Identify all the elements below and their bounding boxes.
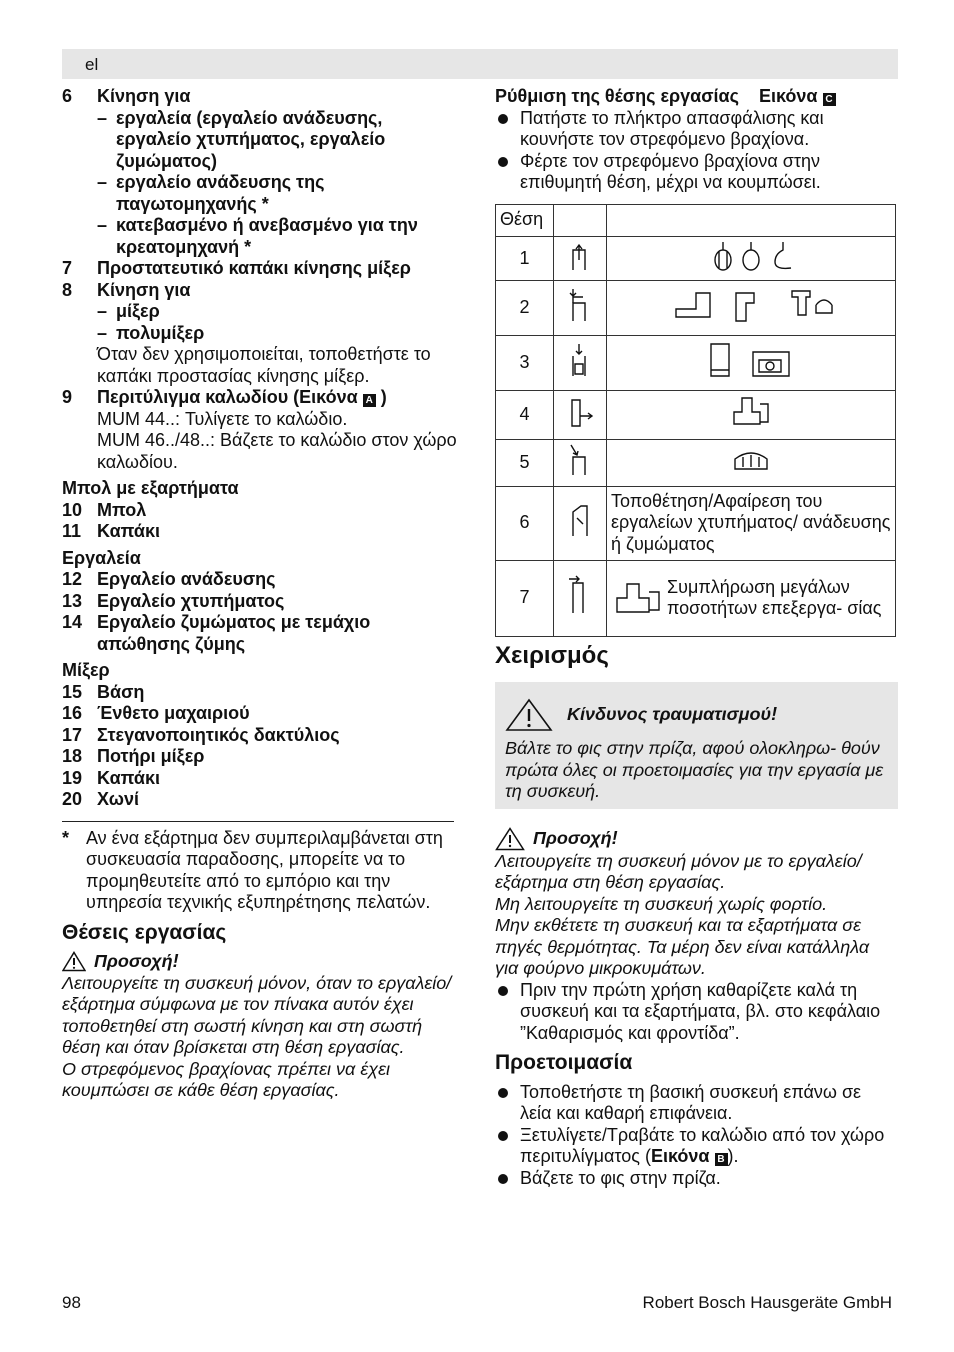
list-item: 14 Εργαλείο ζυμώματος με τεμάχιο απώθησης ζύμης xyxy=(62,612,371,654)
warning-triangle-icon xyxy=(62,951,86,972)
table-row: 5 xyxy=(496,439,896,486)
large-quantity-icon xyxy=(611,578,665,618)
footnote: * Αν ένα εξάρτημα δεν συμπεριλαμβάνεται στη συσκευασία παραδοσης, μπορείτε να το προμηθευτείτε από το εμπόριο και την υπηρεσία τεχνικής εξυπηρέτησης πελατών. xyxy=(62,827,443,912)
list-item: 11 Καπάκι xyxy=(62,521,161,541)
caution-text: Μη λειτουργείτε τη συσκευή χωρίς φορτίο. xyxy=(495,893,828,914)
bullet-item: Ξετυλίγετε/Τραβάτε το καλώδιο από τον χώρο περιτυλίγματος (Εικόνα B ). xyxy=(495,1125,897,1168)
arm-position-2-icon xyxy=(567,287,593,323)
item-title: Κίνηση για xyxy=(97,86,191,106)
bullet-item: Φέρτε τον στρεφόμενο βραχίονα στην επιθυμητή θέση, μέχρι να κουμπώσει. xyxy=(495,151,897,194)
divider xyxy=(62,821,454,822)
table-header: Θέση xyxy=(496,204,554,236)
mixer-attachment-icon xyxy=(726,394,776,430)
group-heading-mixer: Μίξερ xyxy=(62,660,110,680)
table-cell-text: Τοποθέτηση/Αφαίρεση του εργαλείων χτυπήματος/ ανάδευσης ή ζυμώματος xyxy=(607,486,896,560)
table-cell-text: Συμπλήρωση μεγάλων ποσοτήτων επεξεργα- σίας xyxy=(667,576,882,618)
table-row: 2 xyxy=(496,281,896,336)
arm-position-6-icon xyxy=(567,502,593,538)
section-heading-prep: Προετοιμασία xyxy=(495,1051,633,1074)
arm-position-1-icon xyxy=(567,240,593,272)
table-row: 4 xyxy=(496,391,896,440)
item-line: MUM 44..: Τυλίγετε το καλώδιο. xyxy=(97,408,348,429)
list-item: 20 Χωνί xyxy=(62,789,139,809)
group-heading-bowl: Μπολ με εξαρτήματα xyxy=(62,478,239,498)
section-heading-operation: Χειρισμός xyxy=(495,641,609,669)
sub-item: – μίξερ xyxy=(97,301,160,321)
danger-text: Βάλτε το φις στην πρίζα, αφού ολοκληρω- θούν πρώτα όλες οι προετοιμασίες για την εργασία με τη συσκευή. xyxy=(505,738,884,801)
list-item-7: 7 Προστατευτικό καπάκι κίνησης μίξερ xyxy=(62,258,411,278)
list-item: 17 Στεγανοποιητικός δακτύλιος xyxy=(62,724,340,745)
table-row: 7 Συμπλήρωση μεγάλων ποσοτήτων επεξεργα- σίας xyxy=(496,560,896,636)
caution-text: Λειτουργείτε τη συσκευή μόνον με το εργαλείο/εξάρτημα στη θέση εργασίας. xyxy=(495,850,862,892)
list-item: 15 Βάση xyxy=(62,681,145,702)
positions-table xyxy=(495,204,896,637)
caution-heading: Προσοχή! xyxy=(495,827,897,851)
list-item: 16 Ένθετο μαχαιριού xyxy=(62,703,250,723)
ice-cream-maker-icon xyxy=(731,445,771,475)
item-line: MUM 46../48..: Βάζετε το καλώδιο στον χώρο καλωδίου. xyxy=(97,430,457,472)
list-item: 18 Ποτήρι μίξερ xyxy=(62,746,205,766)
group-heading-tools: Εργαλεία xyxy=(62,547,141,568)
sub-item: – πολυμίξερ xyxy=(97,322,205,343)
list-item-8: 8 Κίνηση για xyxy=(62,279,191,300)
right-column xyxy=(495,86,897,1189)
warning-triangle-icon xyxy=(495,827,525,851)
language-bar xyxy=(62,49,898,79)
warning-triangle-icon xyxy=(505,698,553,732)
caution-text: Μην εκθέτετε τη συσκευή και τα εξαρτήματα σε πηγές θερμότητας. Τα μέρη δεν είναι κατάλληλα για φούρνο μικροκυμάτων. xyxy=(495,915,870,978)
left-column xyxy=(62,86,462,1102)
figure-ref-badge: C xyxy=(823,93,836,106)
page-number: 98 xyxy=(62,1293,81,1312)
figure-ref-badge: B xyxy=(715,1153,728,1166)
arm-position-5-icon xyxy=(567,443,593,477)
list-item: 12 Εργαλείο ανάδευσης xyxy=(62,569,276,589)
item-note: Όταν δεν χρησιμοποιείται, τοποθετήστε το καπάκι προστασίας κίνησης μίξερ. xyxy=(97,344,431,386)
table-row: 6 Τοποθέτηση/Αφαίρεση του εργαλείων χτυπήματος/ ανάδευσης ή ζυμώματος xyxy=(496,486,896,560)
list-item: 10 Μπολ xyxy=(62,499,147,520)
caution-text: Ο στρεφόμενος βραχίονας πρέπει να έχει κουμπώσει σε κάθε θέση εργασίας. xyxy=(62,1058,390,1100)
arm-position-3-icon xyxy=(567,342,593,378)
whisk-beater-hook-icon xyxy=(703,240,799,272)
bullet-item: Πριν την πρώτη χρήση καθαρίζετε καλά τη συσκευή και τα εξαρτήματα, βλ. στο κεφάλαιο ”Καθαρισμός και φροντίδα”. xyxy=(495,980,897,1045)
list-item-6 xyxy=(62,86,462,108)
list-item: 19 Καπάκι xyxy=(62,767,161,788)
figure-ref-badge: A xyxy=(363,394,376,407)
table-row: 1 xyxy=(496,236,896,281)
bullet-item: Τοποθετήστε τη βασική συσκευή επάνω σε λεία και καθαρή επιφάνεια. xyxy=(495,1082,897,1125)
bullet-item: Βάζετε το φις στην πρίζα. xyxy=(495,1168,897,1190)
section-heading-positions: Θέσεις εργασίας xyxy=(62,920,227,944)
setting-heading: Ρύθμιση της θέσης εργασίας Εικόνα C xyxy=(495,86,897,108)
table-header-row xyxy=(496,204,896,236)
company-name: Robert Bosch Hausgeräte GmbH xyxy=(642,1293,892,1312)
table-row: 3 xyxy=(496,336,896,391)
caution-text: Λειτουργείτε τη συσκευή μόνον, όταν το εργαλείο/εξάρτημα σύμφωνα με τον πίνακα αυτόν έχει τοποθετηθεί στη σωστή κίνηση και στη σωστή θέση και όταν βρίσκεται στη θέση εργασίας. xyxy=(62,972,452,1057)
list-item: 13 Εργαλείο χτυπήματος xyxy=(62,590,285,611)
list-item-9: 9 Περιτύλιγμα καλωδίου (Εικόνα A ) xyxy=(62,387,387,407)
caution-heading: Προσοχή! xyxy=(62,951,462,973)
arm-position-7-icon xyxy=(567,575,593,615)
mincer-and-grater-icon xyxy=(666,285,836,325)
language-code: el xyxy=(85,55,99,74)
bullet-item: Πατήστε το πλήκτρο απασφάλισης και κουνήστε τον στρεφόμενο βραχίονα. xyxy=(495,108,897,151)
sub-item: – κατεβασμένο ή ανεβασμένο για την κρεατομηχανή * xyxy=(97,215,418,257)
sub-item: – εργαλεία (εργαλείο ανάδευσης, εργαλείο χτυπήματος, εργαλείο ζυμώματος) xyxy=(97,107,386,171)
arm-position-4-icon xyxy=(566,396,594,428)
sub-item: – εργαλείο ανάδευσης της παγωτομηχανής * xyxy=(97,172,325,214)
danger-notice: Κίνδυνος τραυματισμού! Βάλτε το φις στην πρίζα, αφού ολοκληρω- θούν πρώτα όλες οι προετοιμασίες για την εργασία με τη συσκευή. xyxy=(495,682,898,809)
blender-and-food-processor-icon xyxy=(701,340,801,380)
item-number: 6 xyxy=(62,86,73,106)
